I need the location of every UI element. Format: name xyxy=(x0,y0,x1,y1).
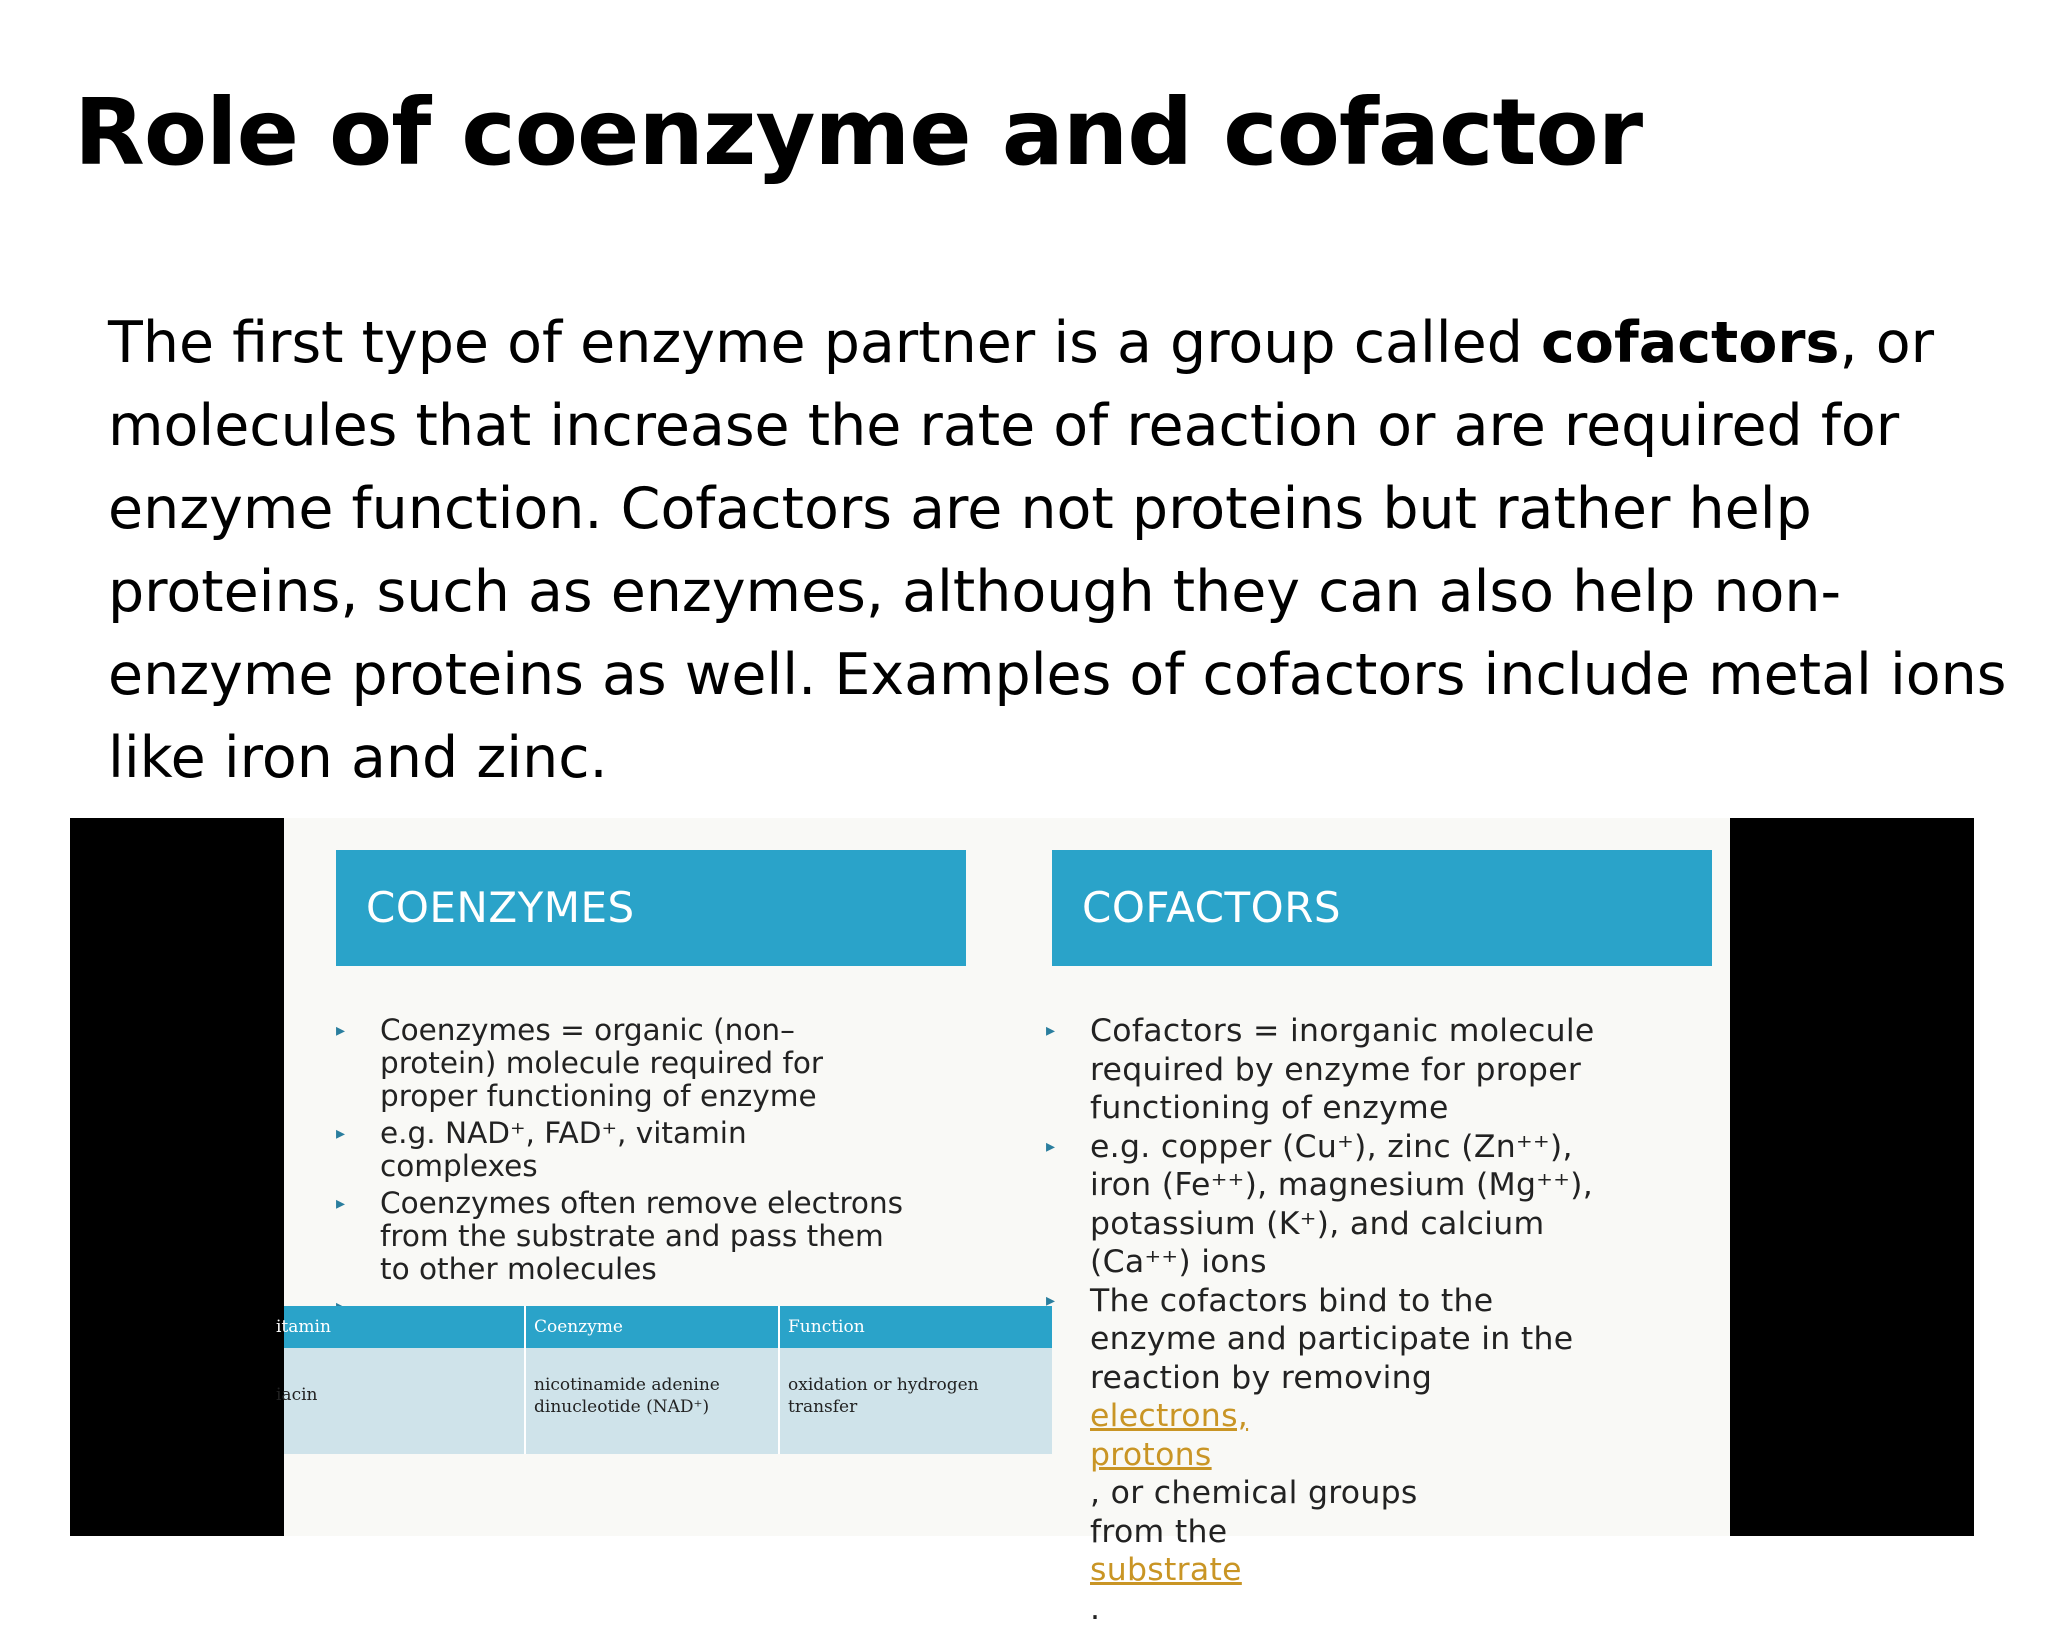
bullet-text xyxy=(1090,1513,1595,1628)
bullet-text xyxy=(1090,1436,1595,1513)
coenzymes-bullet-list xyxy=(336,1014,903,1327)
list-item xyxy=(1046,1012,1595,1128)
cell-text: nicotinamide adenine xyxy=(534,1374,778,1396)
table-cell xyxy=(778,1348,1052,1454)
cofactors-bullet-list xyxy=(1046,1012,1595,1628)
embedded-slide-image xyxy=(70,818,1974,1536)
triangle-right-icon: ▸ xyxy=(336,1187,345,1220)
bullet-text: functioning of enzyme xyxy=(1090,1089,1595,1128)
list-item xyxy=(336,1117,903,1183)
intro-paragraph xyxy=(108,302,2008,800)
bullet-text: Coenzymes often remove electrons xyxy=(380,1187,903,1220)
bullet-text xyxy=(1090,1359,1595,1436)
list-item xyxy=(336,1187,903,1286)
bullet-text: enzyme and participate in the xyxy=(1090,1320,1595,1359)
table-header-function: Function xyxy=(778,1306,1052,1348)
intro-line: like iron and zinc. xyxy=(108,717,2008,800)
bullet-text: potassium (K⁺), and calcium xyxy=(1090,1205,1595,1244)
bullet-text: (Ca⁺⁺) ions xyxy=(1090,1243,1595,1282)
coenzymes-header: COENZYMES xyxy=(336,850,966,966)
table-cell xyxy=(276,1348,516,1454)
triangle-right-icon: ▸ xyxy=(1046,1012,1055,1051)
bullet-text-part: from the xyxy=(1090,1513,1595,1552)
bullet-text: from the substrate and pass them xyxy=(380,1220,903,1253)
bullet-text: The cofactors bind to the xyxy=(1090,1282,1595,1321)
list-item xyxy=(336,1014,903,1113)
intro-line: molecules that increase the rate of reaction or are required for xyxy=(108,385,2008,468)
protons-link[interactable]: protons xyxy=(1090,1437,1212,1473)
electrons-link[interactable]: electrons, xyxy=(1090,1398,1248,1434)
embedded-slide-content xyxy=(284,818,1730,1536)
substrate-link[interactable]: substrate xyxy=(1090,1552,1242,1588)
intro-text: The first type of enzyme partner is a group called xyxy=(108,310,1541,376)
cell-text: iacin xyxy=(276,1384,516,1406)
list-item xyxy=(1046,1282,1595,1628)
intro-bold-cofactors: cofactors xyxy=(1541,310,1839,376)
bullet-text: e.g. NAD⁺, FAD⁺, vitamin xyxy=(380,1117,903,1150)
intro-line: enzyme proteins as well. Examples of cofactors include metal ions xyxy=(108,634,2008,717)
bullet-text-part: . xyxy=(1090,1590,1595,1628)
intro-line: proteins, such as enzymes, although they can also help non- xyxy=(108,551,2008,634)
cell-text: transfer xyxy=(788,1396,1052,1418)
triangle-right-icon: ▸ xyxy=(1046,1282,1055,1321)
intro-text: , or xyxy=(1839,310,1934,376)
vitamin-table-inner xyxy=(284,1306,1052,1454)
vitamin-table xyxy=(284,1306,1052,1456)
list-item xyxy=(1046,1128,1595,1282)
table-header-coenzyme: Coenzyme xyxy=(524,1306,778,1348)
cell-text: oxidation or hydrogen xyxy=(788,1374,1052,1396)
bullet-text: Coenzymes = organic (non– xyxy=(380,1014,903,1047)
bullet-text: complexes xyxy=(380,1150,903,1183)
slide-title: Role of coenzyme and cofactor xyxy=(74,78,1642,188)
triangle-right-icon: ▸ xyxy=(336,1117,345,1150)
bullet-text-part: reaction by removing xyxy=(1090,1359,1595,1398)
bullet-text: to other molecules xyxy=(380,1253,903,1286)
triangle-right-icon: ▸ xyxy=(1046,1128,1055,1167)
bullet-text: iron (Fe⁺⁺), magnesium (Mg⁺⁺), xyxy=(1090,1166,1595,1205)
table-header-row xyxy=(284,1306,1052,1348)
table-header-vitamin: itamin xyxy=(276,1306,516,1348)
triangle-right-icon: ▸ xyxy=(336,1014,345,1047)
table-cell xyxy=(524,1348,778,1454)
intro-line: enzyme function. Cofactors are not proteins but rather help xyxy=(108,468,2008,551)
cofactors-header: COFACTORS xyxy=(1052,850,1712,966)
bullet-text-part: , or chemical groups xyxy=(1090,1474,1595,1513)
bullet-text: protein) molecule required for xyxy=(380,1047,903,1080)
table-row xyxy=(284,1348,1052,1454)
bullet-text: Cofactors = inorganic molecule xyxy=(1090,1012,1595,1051)
intro-line xyxy=(108,302,2008,385)
bullet-text: proper functioning of enzyme xyxy=(380,1080,903,1113)
cell-text: dinucleotide (NAD⁺) xyxy=(534,1396,778,1418)
bullet-text: e.g. copper (Cu⁺), zinc (Zn⁺⁺), xyxy=(1090,1128,1595,1167)
bullet-text: required by enzyme for proper xyxy=(1090,1051,1595,1090)
